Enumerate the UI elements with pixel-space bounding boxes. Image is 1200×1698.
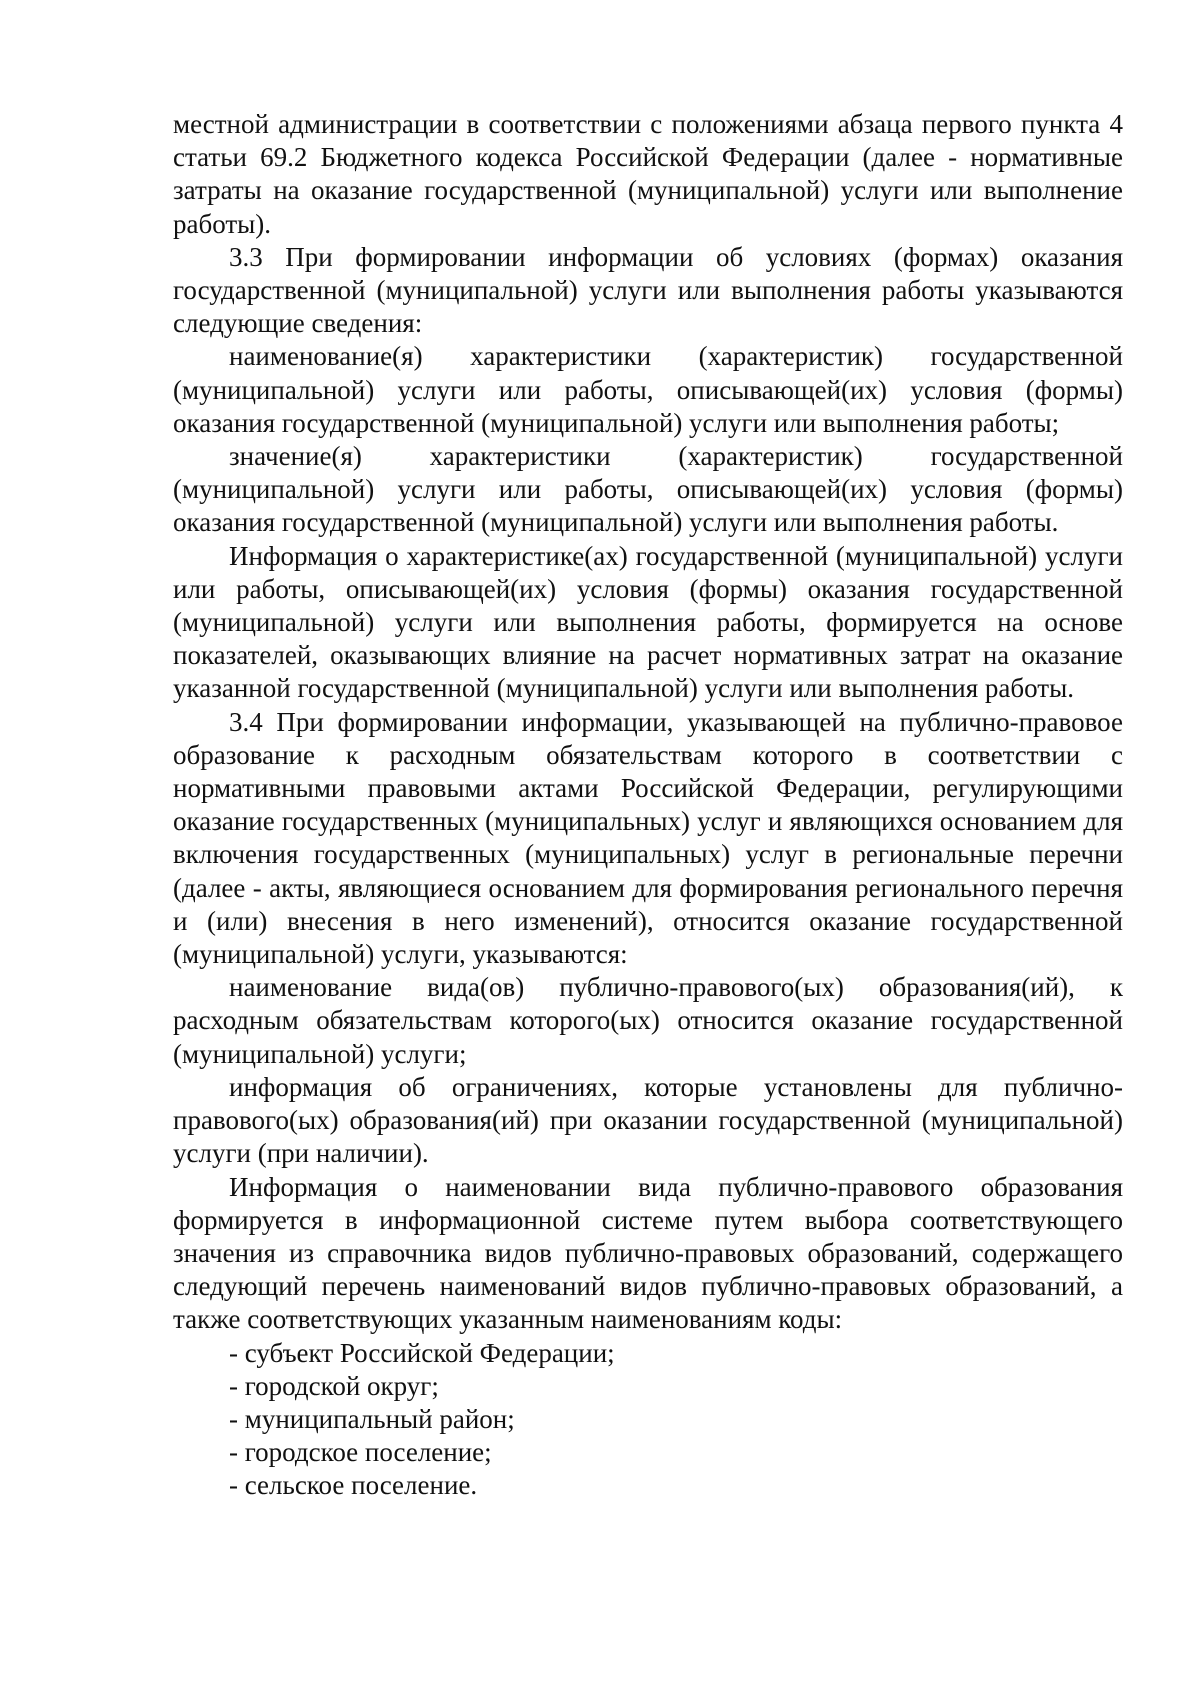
paragraph-continuation: местной администрации в соответствии с положениями абзаца первого пункта 4 статьи 69.2 Бюджетного кодекса Российской Федерации (далее - нормативные затраты на оказание государственной (муниципальной) услуги или выполнение работы). — [173, 109, 1123, 239]
list-item: - городское поселение; — [229, 1437, 492, 1468]
paragraph-characteristic-values: значение(я) характеристики (характеристик) государственной (муниципальной) услуги или работы, описывающей(их) условия (формы) оказания государственной (муниципальной) услуги или выполнения работы. — [173, 441, 1123, 538]
list-item: - субъект Российской Федерации; — [229, 1337, 615, 1368]
paragraph-characteristic-names: наименование(я) характеристики (характеристик) государственной (муниципальной) услуги или работы, описывающей(их) условия (формы) оказания государственной (муниципальной) услуги или выполнения работы; — [173, 341, 1123, 438]
paragraph-characteristic-info: Информация о характеристике(ах) государственной (муниципальной) услуги или работы, описывающей(их) условия (формы) оказания государственной (муниципальной) услуги или выполнения работы, формируется на основе показателей, оказывающих влияние на расчет нормативных затрат на оказание указанной государственной (муниципальной) услуги или выполнения работы. — [173, 540, 1123, 704]
paragraph-section-3-3: 3.3 При формировании информации об условиях (формах) оказания государственной (муниципальной) услуги или выполнения работы указываются следующие сведения: — [173, 241, 1123, 339]
paragraph-entity-type-names: наименование вида(ов) публично-правового(ых) образования(ий), к расходным обязательствам которого(ых) относится оказание государственной (муниципальной) услуги; — [173, 972, 1123, 1069]
paragraph-section-3-4: 3.4 При формировании информации, указывающей на публично-правовое образование к расходным обязательствам которого в соответствии с нормативными правовыми актами Российской Федерации, регулирующими оказание государственных (муниципальных) услуг и являющихся основанием для включения государственных (муниципальных) услуг в региональные перечни (далее - акты, являющиеся основанием для формирования регионального перечня и (или) внесения в него изменений), относится оказание государственной (муниципальной) услуги, указываются: — [173, 706, 1123, 970]
document-page — [173, 108, 1123, 1503]
paragraph-entity-type-info: Информация о наименовании вида публично-правового образования формируется в информационной системе путем выбора соответствующего значения из справочника видов публично-правовых образований, содержащего следующий перечень наименований видов публично-правовых образований, а также соответствующих указанным наименованиям коды: — [173, 1171, 1123, 1335]
list-item: - муниципальный район; — [229, 1403, 515, 1434]
paragraph-restrictions-info: информация об ограничениях, которые установлены для публично-правового(ых) образования(ий) при оказании государственной (муниципальной) услуги (при наличии). — [173, 1071, 1123, 1169]
list-item: - сельское поселение. — [229, 1470, 478, 1501]
list-item: - городской округ; — [229, 1370, 439, 1401]
